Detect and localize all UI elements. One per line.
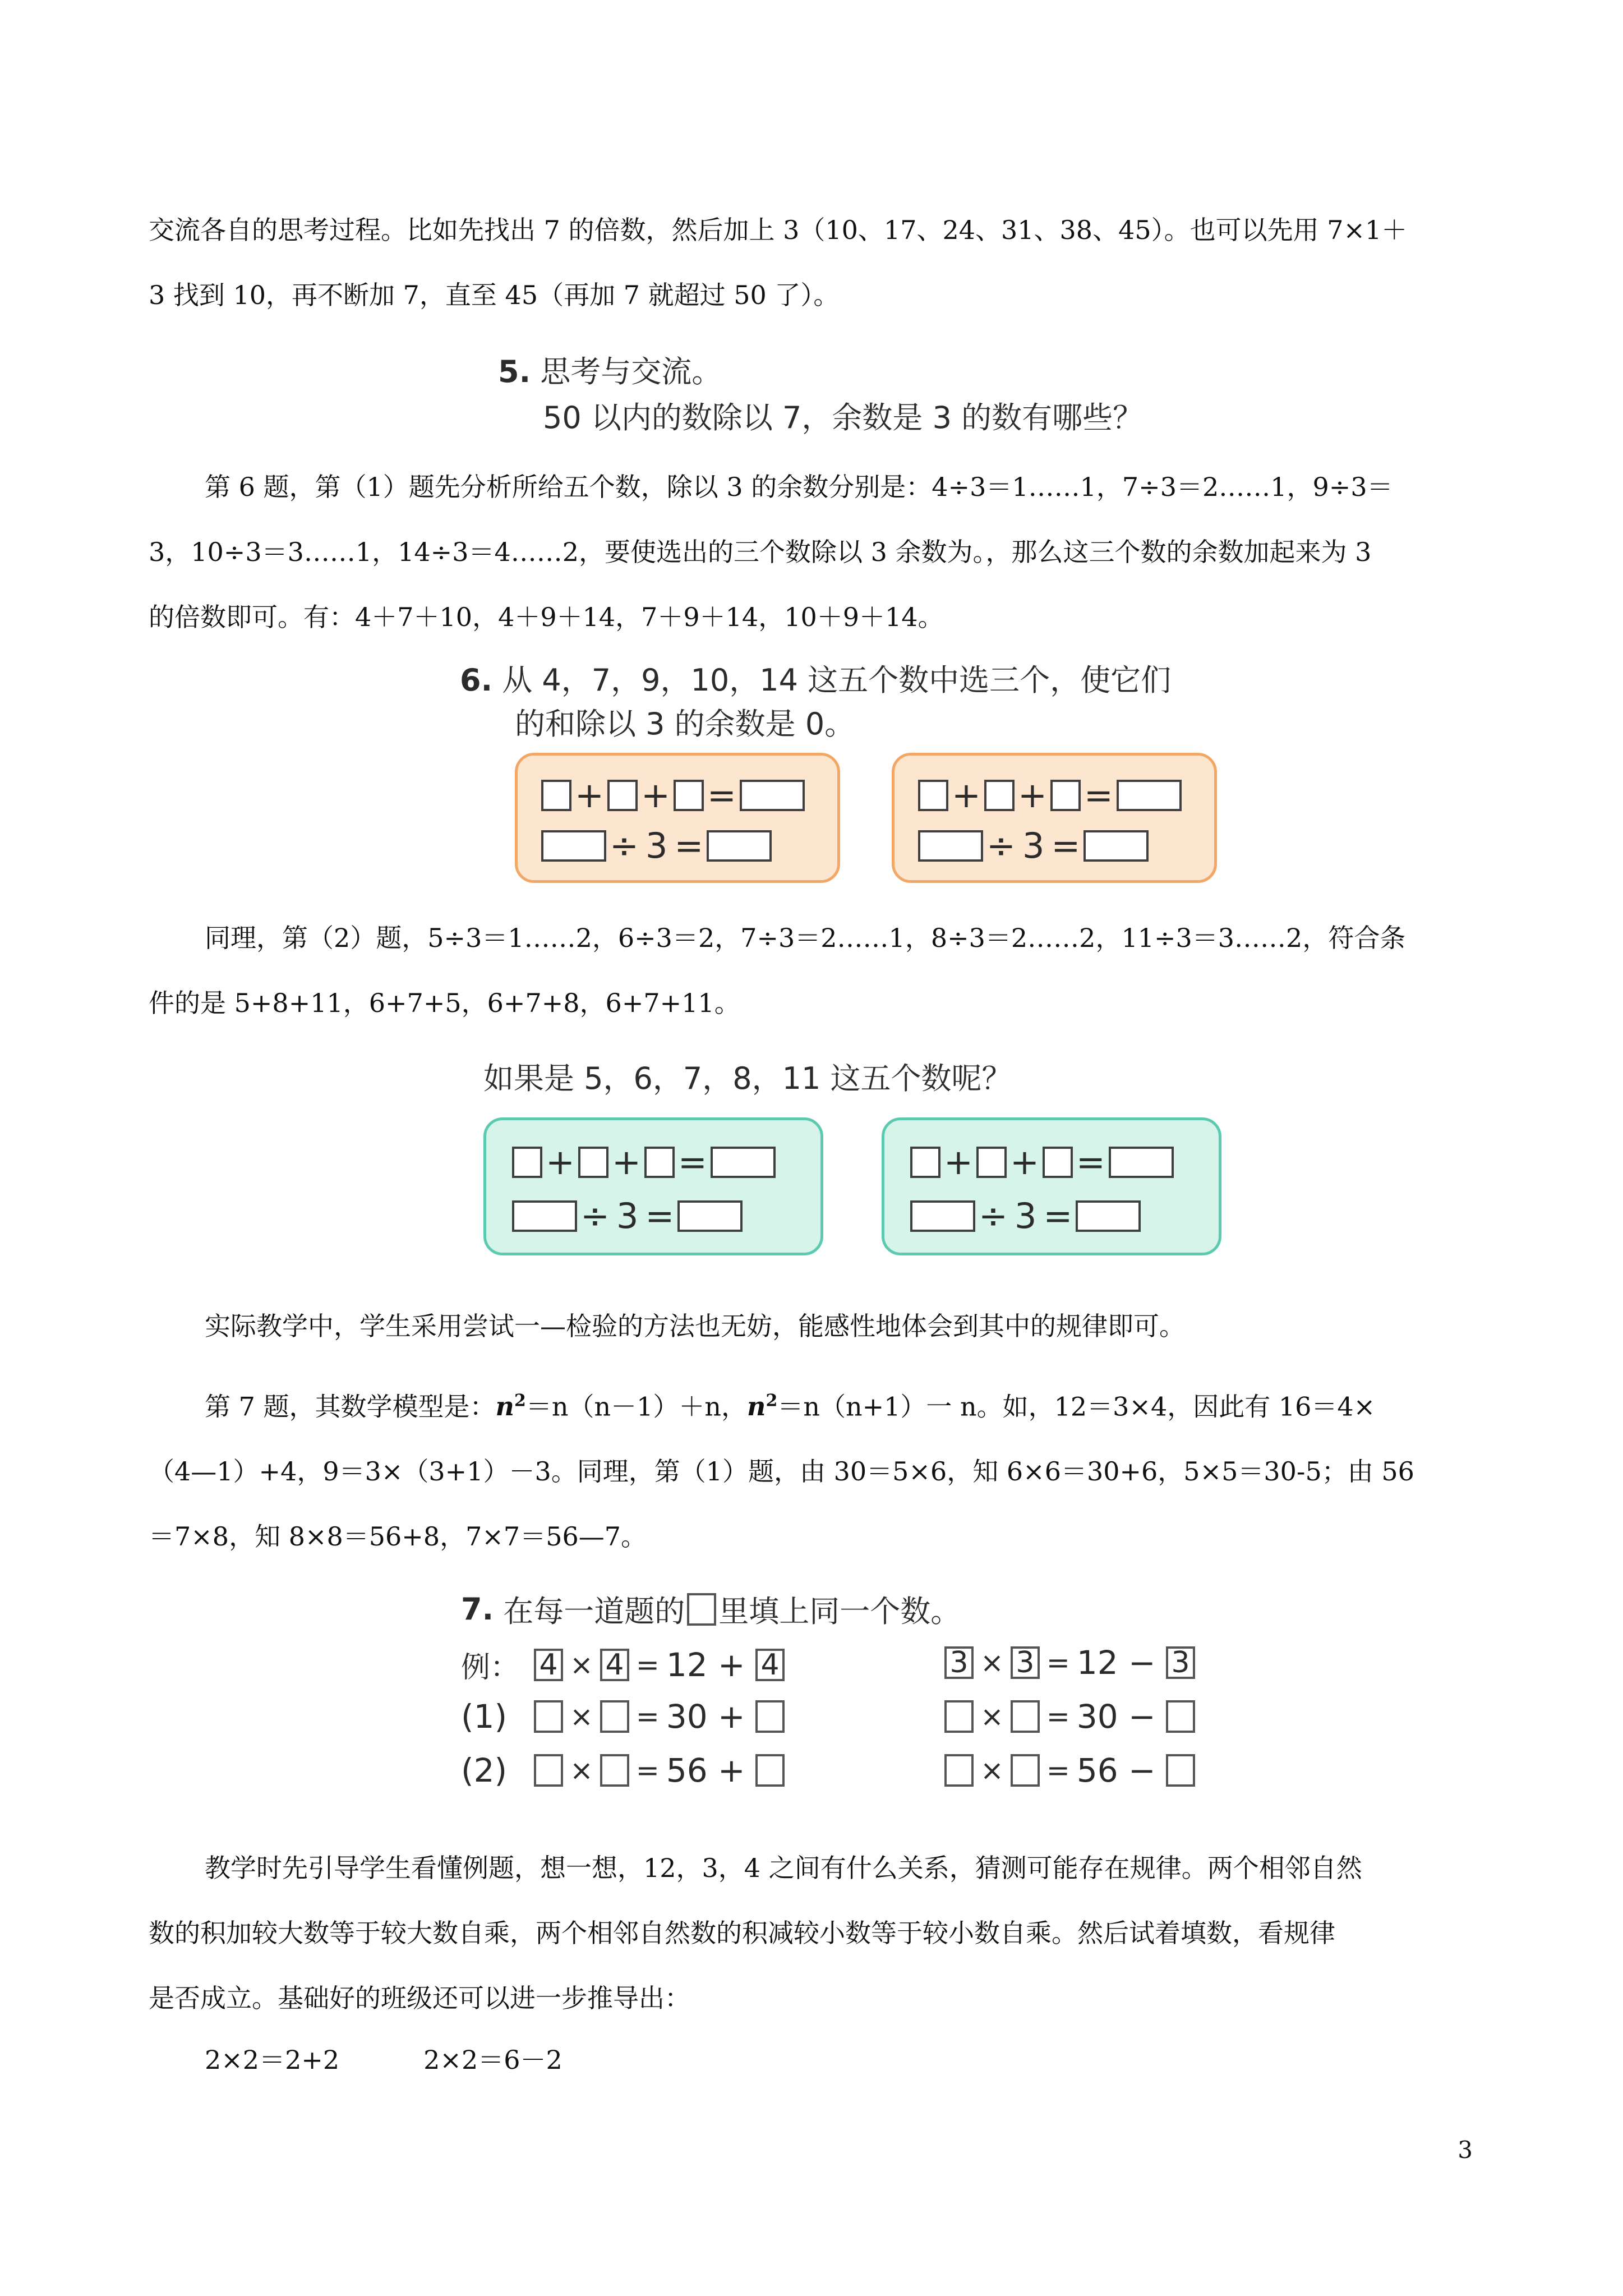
plus-sign: + bbox=[611, 1142, 641, 1182]
answer-box[interactable] bbox=[607, 780, 638, 811]
answer-box[interactable] bbox=[1050, 780, 1081, 811]
variable-n: n bbox=[747, 1391, 766, 1422]
answer-box[interactable] bbox=[541, 830, 606, 862]
answer-box[interactable] bbox=[1109, 1147, 1174, 1178]
text-line: 的倍数即可。有：4＋7＋10，4＋9＋14，7＋9＋14，10＋9＋14。 bbox=[149, 602, 944, 632]
exponent: 2 bbox=[514, 1391, 526, 1411]
answer-box[interactable] bbox=[541, 780, 571, 811]
variable-n: n bbox=[495, 1391, 514, 1422]
divisor: 3 bbox=[616, 1195, 639, 1236]
paragraph-q7-explanation bbox=[149, 1369, 1489, 1569]
division-row bbox=[518, 825, 837, 866]
example-box: 3 bbox=[1011, 1646, 1040, 1679]
question-5-text: 50 以内的数除以 7，余数是 3 的数有哪些？ bbox=[543, 400, 1144, 435]
paragraph-q6-part2 bbox=[149, 905, 1489, 1036]
paragraph-intro bbox=[149, 197, 1489, 328]
answer-box[interactable] bbox=[600, 1754, 629, 1787]
sum-row bbox=[895, 775, 1214, 816]
text-line bbox=[149, 1369, 1489, 1439]
paragraph-q6-explanation bbox=[149, 454, 1489, 650]
problem-label: (2) bbox=[461, 1751, 508, 1789]
question-6b-figure bbox=[483, 1055, 1235, 1268]
answer-box[interactable] bbox=[578, 1147, 608, 1178]
equals-sign: = bbox=[1051, 825, 1081, 866]
question-6-text-line2: 的和除以 3 的余数是 0。 bbox=[515, 706, 855, 742]
answer-box[interactable] bbox=[976, 1147, 1007, 1178]
times-sign: × bbox=[570, 1700, 593, 1733]
question-6-title bbox=[460, 656, 1171, 700]
answer-box-icon bbox=[687, 1593, 716, 1626]
answer-box[interactable] bbox=[512, 1200, 577, 1232]
divide-sign: ÷ bbox=[986, 825, 1016, 866]
example-label: 例： bbox=[461, 1651, 520, 1685]
question-6b-title: 如果是 5，6，7，8，11 这五个数呢？ bbox=[483, 1061, 1012, 1096]
title-text: 里填上同一个数。 bbox=[718, 1594, 961, 1629]
expression-tail: 12 + bbox=[666, 1645, 745, 1684]
equals-sign: = bbox=[1046, 1700, 1070, 1733]
text-fragment: ＝n（n+1）一 n。如，12＝3×4，因此有 16＝4× bbox=[777, 1391, 1376, 1422]
text-fragment: ＝n（n－1）＋n， bbox=[525, 1391, 747, 1422]
division-row bbox=[486, 1195, 820, 1236]
text-line: 3 找到 10，再不断加 7，直至 45（再加 7 就超过 50 了）。 bbox=[149, 280, 840, 310]
times-sign: × bbox=[980, 1700, 1004, 1733]
text-line: 第 6 题，第（1）题先分析所给五个数，除以 3 的余数分别是：4÷3＝1……1，7÷3＝2……1，9÷3＝ bbox=[205, 472, 1393, 502]
text-line: （4—1）+4，9＝3×（3+1）－3。同理，第（1）题，由 30＝5×6，知 6×6＝30+6，5×5＝30-5；由 56 bbox=[149, 1456, 1414, 1487]
text-line: 实际教学中，学生采用尝试一—检验的方法也无妨，能感性地体会到其中的规律即可。 bbox=[205, 1311, 1185, 1341]
answer-box[interactable] bbox=[944, 1700, 974, 1733]
equals-sign: = bbox=[635, 1700, 660, 1733]
text-line: 数的积加较大数等于较大数自乘，两个相邻自然数的积减较小数等于较小数自乘。然后试着填数，看规律 bbox=[149, 1918, 1335, 1948]
example-row-right bbox=[944, 1644, 1195, 1682]
sum-row bbox=[518, 775, 837, 816]
equals-sign: = bbox=[635, 1648, 660, 1681]
answer-box[interactable] bbox=[1166, 1754, 1195, 1787]
sum-row bbox=[884, 1142, 1219, 1182]
answer-box[interactable] bbox=[534, 1700, 563, 1733]
answer-box[interactable] bbox=[910, 1200, 975, 1232]
question-heading: 思考与交流。 bbox=[540, 354, 722, 389]
equals-sign: = bbox=[1046, 1646, 1070, 1679]
example-row bbox=[461, 1644, 785, 1686]
answer-card-right bbox=[892, 753, 1217, 883]
equation: 2×2＝6－2 bbox=[423, 2045, 562, 2075]
answer-box[interactable] bbox=[755, 1754, 785, 1787]
answer-box[interactable] bbox=[1011, 1754, 1040, 1787]
answer-box[interactable] bbox=[512, 1147, 542, 1178]
divide-sign: ÷ bbox=[979, 1195, 1008, 1236]
division-row bbox=[895, 825, 1214, 866]
answer-box[interactable] bbox=[1011, 1700, 1040, 1733]
answer-box[interactable] bbox=[711, 1147, 776, 1178]
text-line: 教学时先引导学生看懂例题，想一想，12，3，4 之间有什么关系，猜测可能存在规律。两个相邻自然 bbox=[205, 1853, 1362, 1883]
equation: 2×2＝2+2 bbox=[205, 2045, 340, 2075]
answer-box[interactable] bbox=[944, 1754, 974, 1787]
text-line: 是否成立。基础好的班级还可以进一步推导出： bbox=[149, 1983, 690, 2013]
plus-sign: + bbox=[575, 775, 604, 816]
answer-box[interactable] bbox=[1083, 830, 1149, 862]
answer-box[interactable] bbox=[918, 830, 983, 862]
question-7-title bbox=[461, 1588, 961, 1631]
plus-sign: + bbox=[640, 775, 670, 816]
answer-card-left bbox=[483, 1117, 823, 1255]
expression-tail: 12 − bbox=[1076, 1644, 1156, 1682]
answer-box[interactable] bbox=[740, 780, 805, 811]
question-number: 6. bbox=[460, 662, 493, 698]
problem-label: (1) bbox=[461, 1697, 508, 1736]
divisor: 3 bbox=[645, 825, 668, 866]
answer-box[interactable] bbox=[707, 830, 772, 862]
equals-sign: = bbox=[1043, 1195, 1073, 1236]
answer-box[interactable] bbox=[600, 1700, 629, 1733]
times-sign: × bbox=[570, 1648, 593, 1681]
equals-sign: = bbox=[1046, 1754, 1070, 1787]
answer-card-left bbox=[515, 753, 840, 883]
equals-sign: = bbox=[635, 1754, 660, 1787]
sum-row bbox=[486, 1142, 820, 1182]
problem-row-1 bbox=[461, 1697, 785, 1736]
question-number: 7. bbox=[461, 1591, 494, 1627]
page-number: 3 bbox=[1458, 2136, 1473, 2164]
example-box: 4 bbox=[534, 1649, 563, 1681]
question-5-title bbox=[498, 348, 722, 391]
answer-box[interactable] bbox=[984, 780, 1015, 811]
plus-sign: + bbox=[1009, 1142, 1039, 1182]
equals-sign: = bbox=[1076, 1142, 1105, 1182]
divide-sign: ÷ bbox=[580, 1195, 610, 1236]
answer-box[interactable] bbox=[534, 1754, 563, 1787]
plus-sign: + bbox=[546, 1142, 575, 1182]
example-box: 3 bbox=[1166, 1646, 1195, 1679]
paragraph-teaching-note bbox=[149, 1294, 1489, 1359]
text-line bbox=[149, 2027, 1489, 2092]
text-line: ＝7×8，知 8×8＝56+8，7×7＝56—7。 bbox=[149, 1521, 647, 1552]
paragraph-teaching-guide bbox=[149, 1835, 1489, 2031]
plus-sign: + bbox=[1017, 775, 1047, 816]
example-box: 4 bbox=[755, 1649, 785, 1681]
question-5-figure bbox=[498, 348, 1227, 443]
expression-tail: 56 + bbox=[666, 1751, 745, 1789]
times-sign: × bbox=[980, 1646, 1004, 1679]
example-box: 3 bbox=[944, 1646, 974, 1679]
expression-tail: 30 − bbox=[1076, 1697, 1156, 1736]
times-sign: × bbox=[980, 1754, 1004, 1787]
text-line: 件的是 5+8+11，6+7+5，6+7+8，6+7+11。 bbox=[149, 988, 740, 1018]
answer-box[interactable] bbox=[910, 1147, 940, 1178]
title-text: 在每一道题的 bbox=[503, 1594, 685, 1629]
answer-box[interactable] bbox=[1043, 1147, 1073, 1178]
equals-sign: = bbox=[674, 825, 704, 866]
division-row bbox=[884, 1195, 1219, 1236]
question-6-figure bbox=[460, 656, 1234, 892]
answer-box[interactable] bbox=[1166, 1700, 1195, 1733]
question-number: 5. bbox=[498, 354, 531, 389]
question-text: 从 4，7，9，10，14 这五个数中选三个，使它们 bbox=[502, 662, 1172, 698]
text-line: 交流各自的思考过程。比如先找出 7 的倍数，然后加上 3（10、17、24、31、38、45）。也可以先用 7×1＋ bbox=[149, 215, 1408, 245]
equals-sign: = bbox=[645, 1195, 675, 1236]
plus-sign: + bbox=[952, 775, 981, 816]
equals-sign: = bbox=[1083, 775, 1113, 816]
divisor: 3 bbox=[1014, 1195, 1037, 1236]
problem-row-2 bbox=[461, 1751, 785, 1789]
equals-sign: = bbox=[677, 1142, 707, 1182]
answer-box[interactable] bbox=[677, 1200, 743, 1232]
text-fragment: 第 7 题，其数学模型是： bbox=[205, 1391, 496, 1422]
answer-box[interactable] bbox=[644, 1147, 675, 1178]
plus-sign: + bbox=[944, 1142, 973, 1182]
problem-row-2-right bbox=[944, 1751, 1195, 1789]
answer-box[interactable] bbox=[1117, 780, 1182, 811]
exponent: 2 bbox=[766, 1391, 778, 1411]
expression-tail: 56 − bbox=[1076, 1751, 1156, 1789]
expression-tail: 30 + bbox=[666, 1697, 745, 1736]
answer-box[interactable] bbox=[674, 780, 704, 811]
answer-box[interactable] bbox=[918, 780, 948, 811]
problem-row-1-right bbox=[944, 1697, 1195, 1736]
text-line: 3，10÷3＝3……1，14÷3＝4……2，要使选出的三个数除以 3 余数为。，那么这三个数的余数加起来为 3 bbox=[149, 537, 1372, 567]
answer-box[interactable] bbox=[755, 1700, 785, 1733]
text-line: 同理，第（2）题，5÷3＝1……2，6÷3＝2，7÷3＝2……1，8÷3＝2……2，11÷3＝3……2，符合条 bbox=[205, 923, 1406, 953]
divide-sign: ÷ bbox=[610, 825, 639, 866]
example-box: 4 bbox=[600, 1649, 629, 1681]
answer-card-right bbox=[882, 1117, 1221, 1255]
divisor: 3 bbox=[1022, 825, 1045, 866]
equals-sign: = bbox=[707, 775, 736, 816]
question-7-figure bbox=[461, 1588, 1257, 1818]
times-sign: × bbox=[570, 1754, 593, 1787]
answer-box[interactable] bbox=[1076, 1200, 1141, 1232]
paragraph-derivation bbox=[149, 2027, 1489, 2092]
